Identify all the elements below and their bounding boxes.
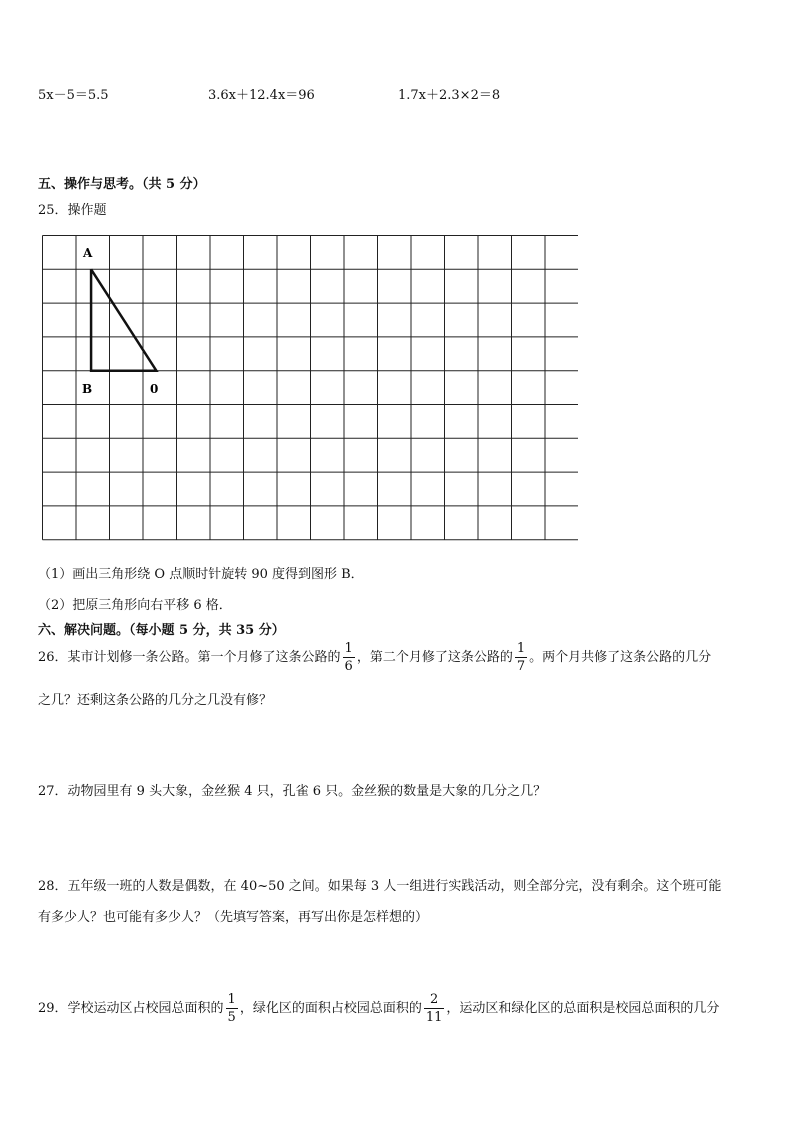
q26-fraction-2 — [515, 642, 527, 673]
equation-1: 5x－5＝5.5 — [38, 88, 109, 103]
q29-fraction-1 — [226, 993, 238, 1024]
q29-fraction-2 — [424, 993, 445, 1024]
label-B: B — [82, 382, 93, 396]
q26-text-3: 。两个月共修了这条公路的几分 — [529, 650, 712, 665]
section5-heading: 五、操作与思考。（共 5 分） — [38, 177, 206, 192]
q26-fraction-1 — [343, 642, 355, 673]
q29-text-3: ，运动区和绿化区的总面积是校园总面积的几分 — [446, 1001, 720, 1016]
fraction-denominator: 7 — [516, 659, 526, 674]
q29-text-1: 29．学校运动区占校园总面积的 — [38, 1001, 224, 1016]
question-26-line2: 之几？还剩这条公路的几分之几没有修？ — [38, 693, 273, 708]
fraction-denominator: 11 — [425, 1010, 443, 1025]
q26-text-2: ，第二个月修了这条公路的 — [356, 650, 513, 665]
q29-text-2: ，绿化区的面积占校园总面积的 — [239, 1001, 422, 1016]
fraction-denominator: 6 — [344, 659, 353, 674]
triangle-AOB — [91, 269, 156, 370]
fraction-numerator: 1 — [344, 641, 353, 656]
label-O: 0 — [150, 382, 159, 396]
task-1: （1）画出三角形绕 O 点顺时针旋转 90 度得到图形 B． — [38, 567, 364, 582]
question-29-line1 — [38, 993, 719, 1024]
section6-heading: 六、解决问题。（每小题 5 分，共 35 分） — [38, 623, 285, 638]
question-25-title: 25．操作题 — [38, 203, 107, 218]
question-28-line2: 有多少人？也可能有多少人？（先填写答案，再写出你是怎样想的） — [38, 910, 429, 925]
question-26-line1 — [38, 642, 711, 673]
equation-3: 1.7x＋2.3×2＝8 — [398, 88, 501, 103]
label-A: A — [83, 246, 93, 260]
task-2: （2）把原三角形向右平移 6 格． — [38, 598, 232, 613]
question-27: 27．动物园里有 9 头大象，金丝猴 4 只，孔雀 6 只。金丝猴的数量是大象的几分之几？ — [38, 784, 547, 799]
fraction-denominator: 5 — [227, 1010, 236, 1025]
fraction-numerator: 1 — [516, 641, 526, 656]
question-28-line1: 28．五年级一班的人数是偶数，在 40~50 之间。如果每 3 人一组进行实践活动，则全部分完，没有剩余。这个班可能 — [38, 879, 722, 894]
grid-figure — [42, 235, 578, 541]
fraction-numerator: 1 — [227, 992, 236, 1007]
fraction-numerator: 2 — [424, 993, 445, 1009]
q26-text-1: 26．某市计划修一条公路。第一个月修了这条公路的 — [38, 650, 341, 665]
grid-lines — [43, 236, 579, 540]
equation-2: 3.6x＋12.4x＝96 — [208, 88, 315, 103]
